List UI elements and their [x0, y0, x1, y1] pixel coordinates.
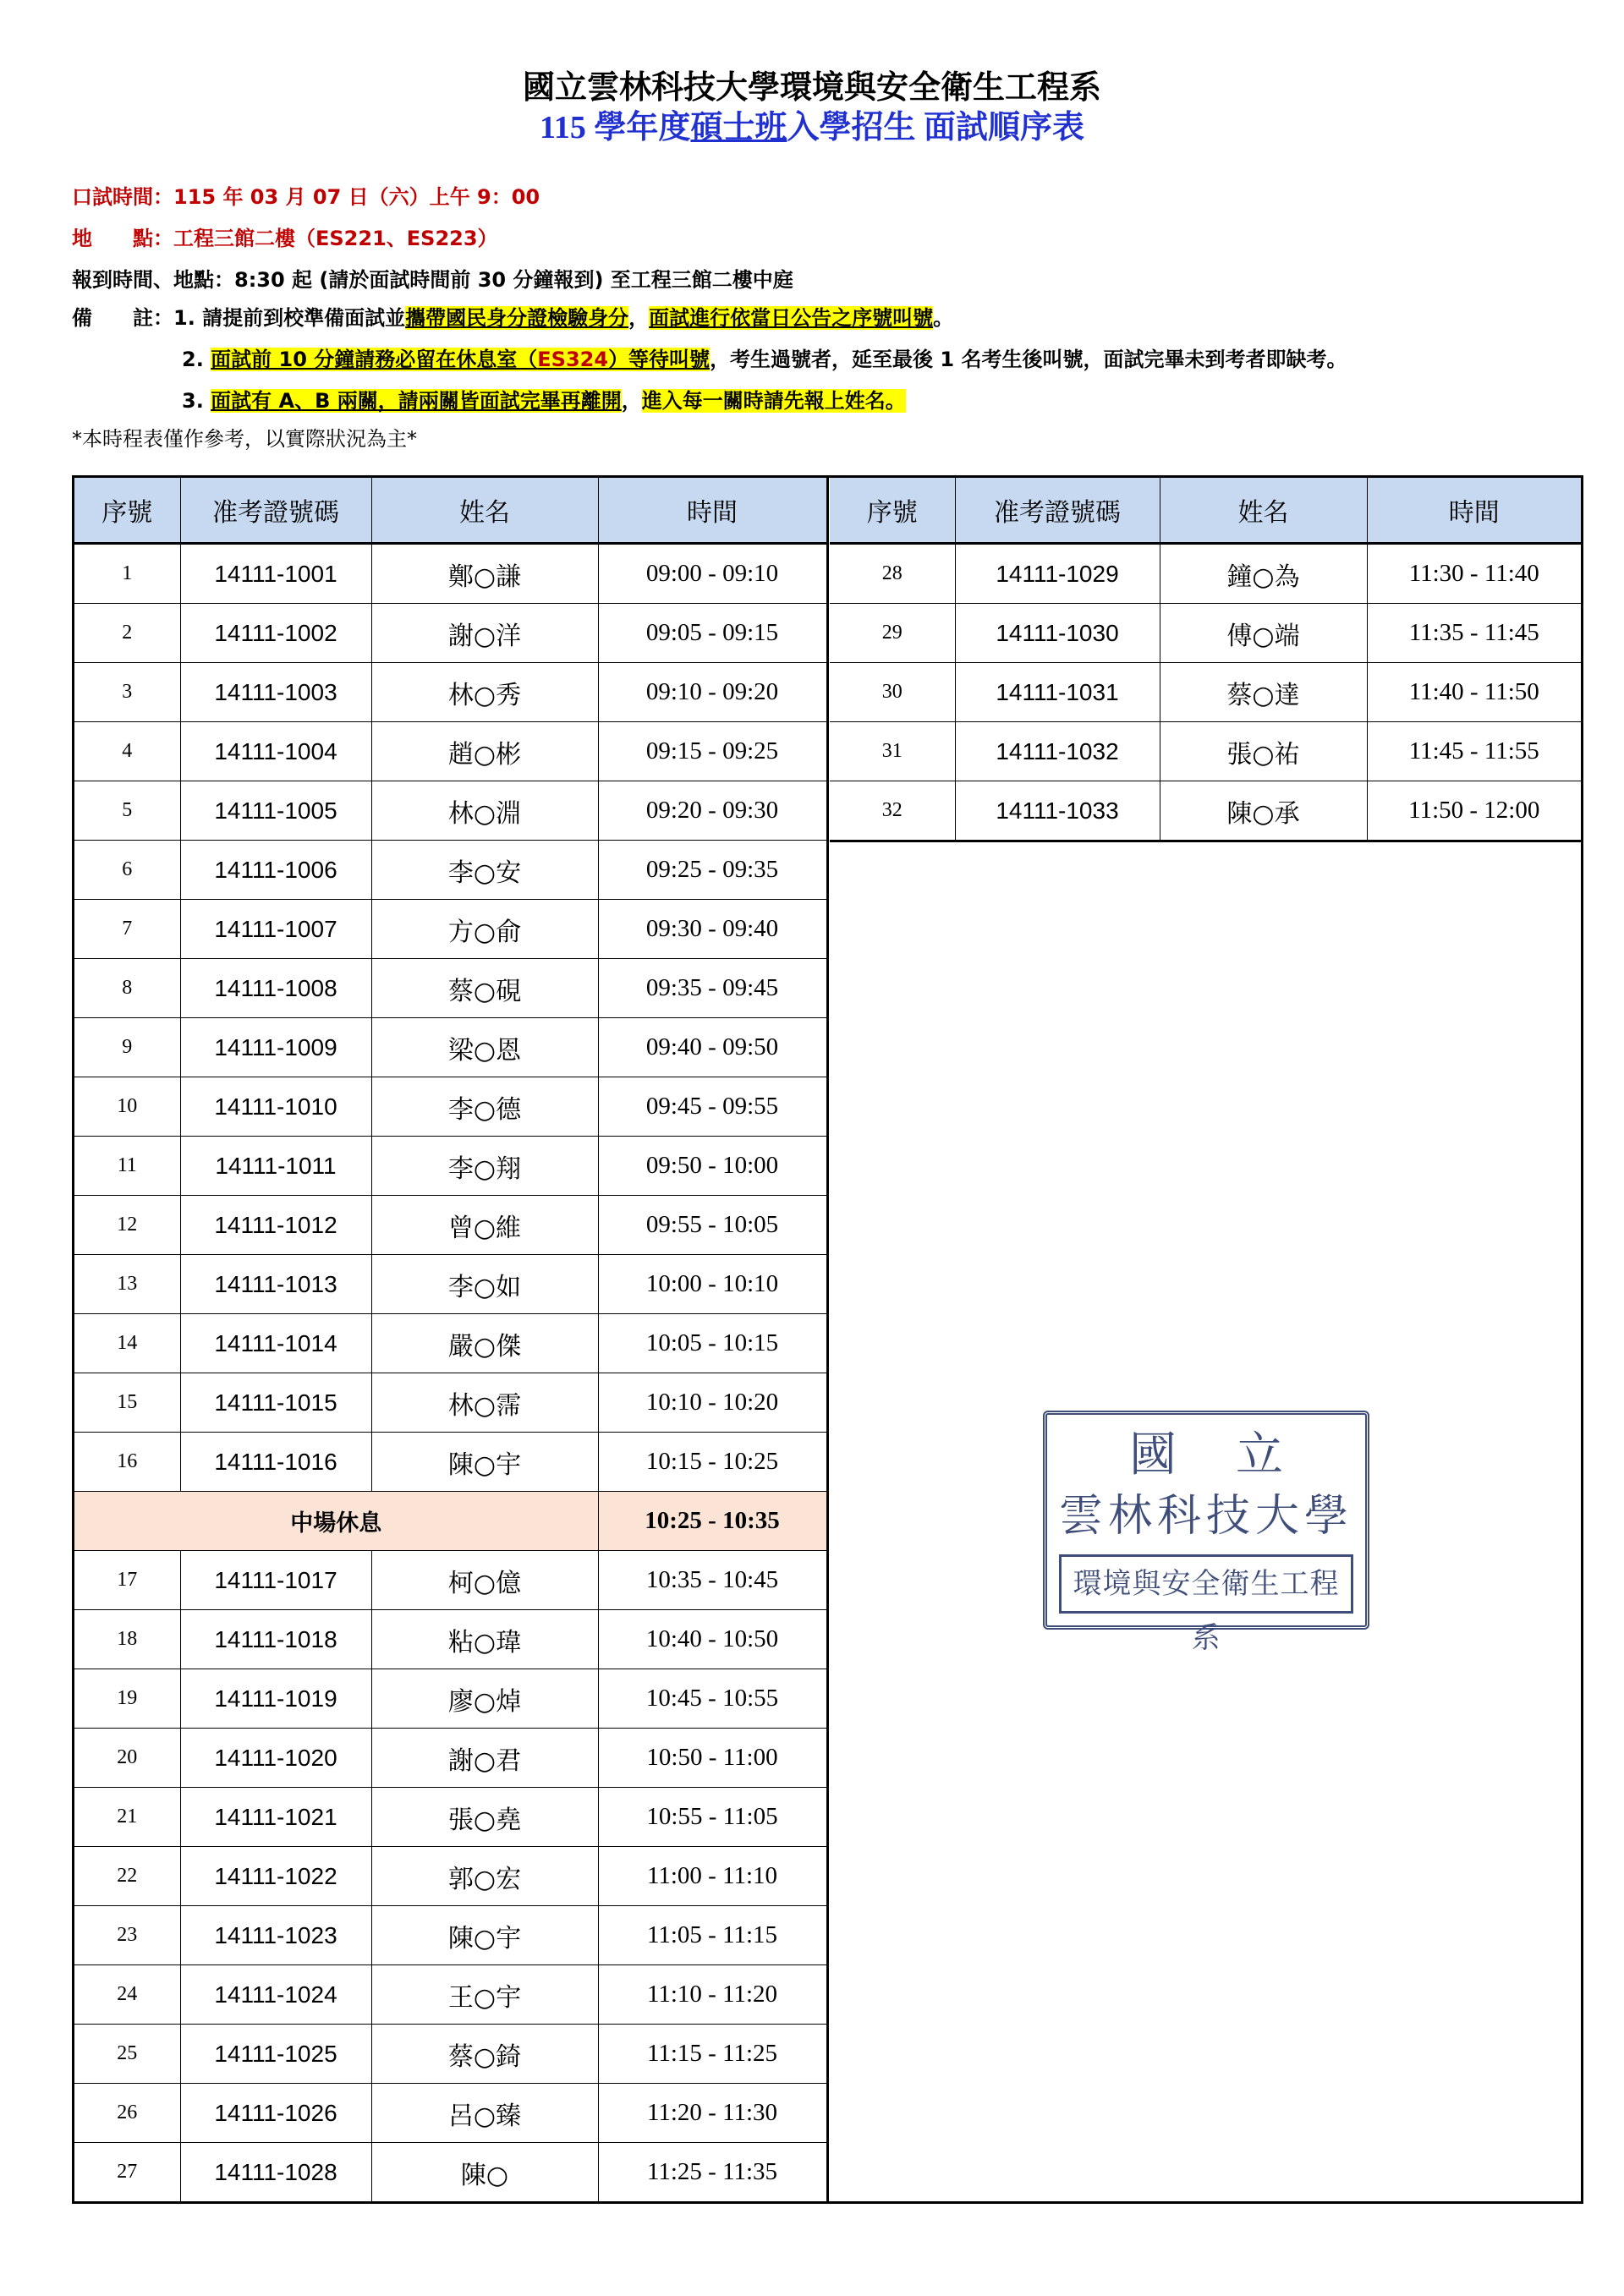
- cell-admission-id: 14111-1017: [180, 1551, 371, 1610]
- note-1-highlight-order: 面試進行依當日公告之序號叫號: [649, 306, 934, 330]
- subtitle-program: 碩士班: [690, 110, 787, 145]
- note-2-num: 2.: [182, 348, 211, 371]
- cell-seq: 27: [74, 2143, 180, 2202]
- subtitle-rest: 入學招生 面試順序表: [787, 110, 1084, 145]
- cell-time: 09:50 - 10:00: [598, 1137, 827, 1196]
- table-row: [74, 1729, 827, 1788]
- cell-time: 09:40 - 09:50: [598, 1018, 827, 1077]
- table-row: [74, 2084, 827, 2143]
- note-3: [182, 388, 906, 414]
- cell-time: 11:35 - 11:45: [1367, 604, 1581, 663]
- schedule-sheet: [72, 475, 1583, 2204]
- header-name: 姓名: [1160, 478, 1367, 544]
- cell-admission-id: 14111-1015: [180, 1373, 371, 1433]
- cell-seq: 26: [74, 2084, 180, 2143]
- table-row: [74, 841, 827, 900]
- cell-admission-id: 14111-1019: [180, 1669, 371, 1729]
- location-line: 地 點：工程三館二樓（ES221、ES223）: [72, 227, 498, 250]
- table-row: [74, 959, 827, 1018]
- cell-time: 11:20 - 11:30: [598, 2084, 827, 2143]
- cell-admission-id: 14111-1005: [180, 781, 371, 841]
- note-3-highlight-stages: 面試有 A、B 兩關，請兩關皆面試完畢再離開: [211, 389, 622, 413]
- cell-time: 11:05 - 11:15: [598, 1906, 827, 1965]
- cell-seq: 19: [74, 1669, 180, 1729]
- cell-name: 林○淵: [371, 781, 598, 841]
- cell-admission-id: 14111-1021: [180, 1788, 371, 1847]
- cell-seq: 12: [74, 1196, 180, 1255]
- cell-admission-id: 14111-1007: [180, 900, 371, 959]
- cell-name: 方○俞: [371, 900, 598, 959]
- cell-time: 11:10 - 11:20: [598, 1965, 827, 2025]
- cell-time: 11:00 - 11:10: [598, 1847, 827, 1906]
- cell-name: 林○秀: [371, 663, 598, 722]
- cell-admission-id: 14111-1028: [180, 2143, 371, 2202]
- cell-seq: 4: [74, 722, 180, 781]
- break-label: 中場休息: [74, 1492, 598, 1551]
- cell-name: 梁○恩: [371, 1018, 598, 1077]
- table-row: [74, 1965, 827, 2025]
- cell-name: 謝○君: [371, 1729, 598, 1788]
- cell-name: 陳○宇: [371, 1906, 598, 1965]
- cell-admission-id: 14111-1032: [955, 722, 1160, 781]
- cell-name: 趙○彬: [371, 722, 598, 781]
- table-row: [74, 722, 827, 781]
- note-1: [72, 305, 953, 331]
- note-3-sep: ，: [621, 389, 642, 413]
- cell-admission-id: 14111-1003: [180, 663, 371, 722]
- cell-seq: 30: [830, 663, 955, 722]
- table-row: [830, 663, 1581, 722]
- note-2-highlight: [211, 348, 710, 371]
- note-2-room: ES324: [537, 348, 609, 371]
- cell-seq: 24: [74, 1965, 180, 2025]
- seal-line-3: 環境與安全衛生工程系: [1059, 1554, 1353, 1614]
- cell-admission-id: 14111-1033: [955, 781, 1160, 841]
- note-3-highlight-name: 進入每一關時請先報上姓名。: [641, 389, 906, 413]
- cell-name: 張○堯: [371, 1788, 598, 1847]
- cell-admission-id: 14111-1024: [180, 1965, 371, 2025]
- cell-admission-id: 14111-1004: [180, 722, 371, 781]
- cell-seq: 28: [830, 544, 955, 604]
- cell-seq: 22: [74, 1847, 180, 1906]
- cell-time: 09:05 - 09:15: [598, 604, 827, 663]
- department-seal: [1043, 1411, 1369, 1655]
- table-row: [74, 604, 827, 663]
- cell-seq: 6: [74, 841, 180, 900]
- cell-time: 10:05 - 10:15: [598, 1314, 827, 1373]
- cell-seq: 18: [74, 1610, 180, 1669]
- cell-seq: 1: [74, 544, 180, 604]
- note-1-sep: ，: [628, 306, 650, 330]
- cell-time: 09:25 - 09:35: [598, 841, 827, 900]
- report-line: 報到時間、地點：8:30 起 (請於面試時間前 30 分鐘報到) 至工程三館二樓中庭: [72, 268, 793, 292]
- table-row: [830, 781, 1581, 841]
- note-3-num: 3.: [182, 389, 211, 413]
- table-row: [74, 1137, 827, 1196]
- cell-seq: 2: [74, 604, 180, 663]
- table-header-row: [830, 478, 1581, 544]
- cell-time: 10:50 - 11:00: [598, 1729, 827, 1788]
- cell-name: 王○宇: [371, 1965, 598, 2025]
- header-seq: 序號: [74, 478, 180, 544]
- note-2-rest: ，考生過號者，延至最後 1 名考生後叫號，面試完畢未到考者即缺考。: [710, 348, 1347, 371]
- cell-admission-id: 14111-1029: [955, 544, 1160, 604]
- disclaimer: *本時程表僅作參考，以實際狀況為主*: [72, 427, 417, 451]
- table-header-row: [74, 478, 827, 544]
- cell-time: 11:40 - 11:50: [1367, 663, 1581, 722]
- table-row: [74, 1906, 827, 1965]
- cell-admission-id: 14111-1008: [180, 959, 371, 1018]
- table-row: [74, 1255, 827, 1314]
- cell-time: 10:45 - 10:55: [598, 1669, 827, 1729]
- cell-time: 09:30 - 09:40: [598, 900, 827, 959]
- table-row: [74, 1551, 827, 1610]
- cell-time: 10:40 - 10:50: [598, 1610, 827, 1669]
- cell-time: 09:35 - 09:45: [598, 959, 827, 1018]
- cell-time: 11:45 - 11:55: [1367, 722, 1581, 781]
- cell-name: 林○霈: [371, 1373, 598, 1433]
- cell-name: 傅○端: [1160, 604, 1367, 663]
- cell-time: 11:15 - 11:25: [598, 2025, 827, 2084]
- cell-admission-id: 14111-1002: [180, 604, 371, 663]
- note-1-end: 。: [933, 306, 954, 330]
- cell-time: 10:35 - 10:45: [598, 1551, 827, 1610]
- cell-name: 蔡○錡: [371, 2025, 598, 2084]
- cell-admission-id: 14111-1011: [180, 1137, 371, 1196]
- table-row: [830, 544, 1581, 604]
- note-2-hl-b: ）等待叫號: [608, 348, 710, 371]
- cell-name: 李○德: [371, 1077, 598, 1137]
- cell-seq: 25: [74, 2025, 180, 2084]
- cell-time: 11:30 - 11:40: [1367, 544, 1581, 604]
- table-row: [74, 1018, 827, 1077]
- cell-name: 廖○焯: [371, 1669, 598, 1729]
- cell-name: 李○安: [371, 841, 598, 900]
- cell-name: 嚴○傑: [371, 1314, 598, 1373]
- table-row: [74, 2025, 827, 2084]
- cell-seq: 11: [74, 1137, 180, 1196]
- cell-admission-id: 14111-1014: [180, 1314, 371, 1373]
- table-row: [830, 604, 1581, 663]
- header-time: 時間: [1367, 478, 1581, 544]
- cell-admission-id: 14111-1018: [180, 1610, 371, 1669]
- table-row: [74, 1314, 827, 1373]
- header-time: 時間: [598, 478, 827, 544]
- schedule-table-left: [74, 478, 829, 2202]
- cell-seq: 8: [74, 959, 180, 1018]
- table-row: [74, 781, 827, 841]
- header-id: 准考證號碼: [180, 478, 371, 544]
- table-row: [74, 2143, 827, 2202]
- note-1-prefix: 備 註：1. 請提前到校準備面試並: [72, 306, 406, 330]
- table-row: [74, 1373, 827, 1433]
- cell-seq: 9: [74, 1018, 180, 1077]
- cell-admission-id: 14111-1001: [180, 544, 371, 604]
- cell-seq: 15: [74, 1373, 180, 1433]
- cell-seq: 20: [74, 1729, 180, 1788]
- cell-admission-id: 14111-1031: [955, 663, 1160, 722]
- cell-name: 鐘○為: [1160, 544, 1367, 604]
- cell-seq: 23: [74, 1906, 180, 1965]
- table-row: [830, 722, 1581, 781]
- cell-name: 陳○宇: [371, 1433, 598, 1492]
- cell-seq: 31: [830, 722, 955, 781]
- seal-line-1: 國立: [1129, 1427, 1342, 1482]
- cell-time: 09:45 - 09:55: [598, 1077, 827, 1137]
- table-row: [74, 900, 827, 959]
- cell-admission-id: 14111-1012: [180, 1196, 371, 1255]
- cell-name: 蔡○達: [1160, 663, 1367, 722]
- page-title: 國立雲林科技大學環境與安全衛生工程系: [522, 68, 1101, 106]
- cell-seq: 5: [74, 781, 180, 841]
- table-row: [74, 1433, 827, 1492]
- cell-admission-id: 14111-1020: [180, 1729, 371, 1788]
- cell-name: 張○祐: [1160, 722, 1367, 781]
- cell-time: 09:20 - 09:30: [598, 781, 827, 841]
- note-2-hl-a: 面試前 10 分鐘請務必留在休息室（: [211, 348, 538, 371]
- cell-admission-id: 14111-1030: [955, 604, 1160, 663]
- subtitle-year: 115 學年度: [540, 110, 691, 145]
- cell-time: 10:55 - 11:05: [598, 1788, 827, 1847]
- cell-time: 10:15 - 10:25: [598, 1433, 827, 1492]
- cell-time: 09:10 - 09:20: [598, 663, 827, 722]
- cell-name: 李○如: [371, 1255, 598, 1314]
- table-row: [74, 1788, 827, 1847]
- cell-time: 11:50 - 12:00: [1367, 781, 1581, 841]
- note-2: [182, 347, 1347, 372]
- note-1-highlight-id: 攜帶國民身分證檢驗身分: [405, 306, 629, 330]
- cell-time: 10:10 - 10:20: [598, 1373, 827, 1433]
- header-name: 姓名: [371, 478, 598, 544]
- cell-seq: 14: [74, 1314, 180, 1373]
- table-row: [74, 544, 827, 604]
- table-row: [74, 1847, 827, 1906]
- cell-admission-id: 14111-1006: [180, 841, 371, 900]
- cell-time: 09:00 - 09:10: [598, 544, 827, 604]
- exam-time-line: 口試時間：115 年 03 月 07 日（六）上午 9：00: [72, 185, 540, 209]
- cell-name: 鄭○謙: [371, 544, 598, 604]
- cell-admission-id: 14111-1026: [180, 2084, 371, 2143]
- cell-admission-id: 14111-1023: [180, 1906, 371, 1965]
- cell-admission-id: 14111-1025: [180, 2025, 371, 2084]
- cell-seq: 32: [830, 781, 955, 841]
- cell-name: 曾○維: [371, 1196, 598, 1255]
- break-row: [74, 1492, 827, 1551]
- header-id: 准考證號碼: [955, 478, 1160, 544]
- header-seq: 序號: [830, 478, 955, 544]
- cell-admission-id: 14111-1016: [180, 1433, 371, 1492]
- page-subtitle: [0, 108, 1624, 147]
- schedule-table-right: [830, 478, 1581, 842]
- cell-name: 粘○瑋: [371, 1610, 598, 1669]
- cell-seq: 29: [830, 604, 955, 663]
- cell-seq: 17: [74, 1551, 180, 1610]
- cell-time: 09:15 - 09:25: [598, 722, 827, 781]
- cell-name: 李○翔: [371, 1137, 598, 1196]
- cell-name: 呂○臻: [371, 2084, 598, 2143]
- table-row: [74, 1669, 827, 1729]
- cell-time: 10:00 - 10:10: [598, 1255, 827, 1314]
- table-row: [74, 1077, 827, 1137]
- cell-name: 柯○億: [371, 1551, 598, 1610]
- cell-name: 郭○宏: [371, 1847, 598, 1906]
- cell-name: 陳○: [371, 2143, 598, 2202]
- cell-time: 09:55 - 10:05: [598, 1196, 827, 1255]
- cell-time: 11:25 - 11:35: [598, 2143, 827, 2202]
- cell-admission-id: 14111-1022: [180, 1847, 371, 1906]
- table-row: [74, 1196, 827, 1255]
- cell-name: 蔡○硯: [371, 959, 598, 1018]
- cell-name: 謝○洋: [371, 604, 598, 663]
- cell-admission-id: 14111-1013: [180, 1255, 371, 1314]
- cell-name: 陳○承: [1160, 781, 1367, 841]
- cell-seq: 7: [74, 900, 180, 959]
- cell-admission-id: 14111-1009: [180, 1018, 371, 1077]
- seal-line-2: 雲林科技大學: [1058, 1491, 1353, 1542]
- table-row: [74, 1610, 827, 1669]
- cell-seq: 10: [74, 1077, 180, 1137]
- break-time: 10:25 - 10:35: [598, 1492, 827, 1551]
- cell-seq: 3: [74, 663, 180, 722]
- cell-seq: 21: [74, 1788, 180, 1847]
- table-row: [74, 663, 827, 722]
- cell-admission-id: 14111-1010: [180, 1077, 371, 1137]
- cell-seq: 16: [74, 1433, 180, 1492]
- cell-seq: 13: [74, 1255, 180, 1314]
